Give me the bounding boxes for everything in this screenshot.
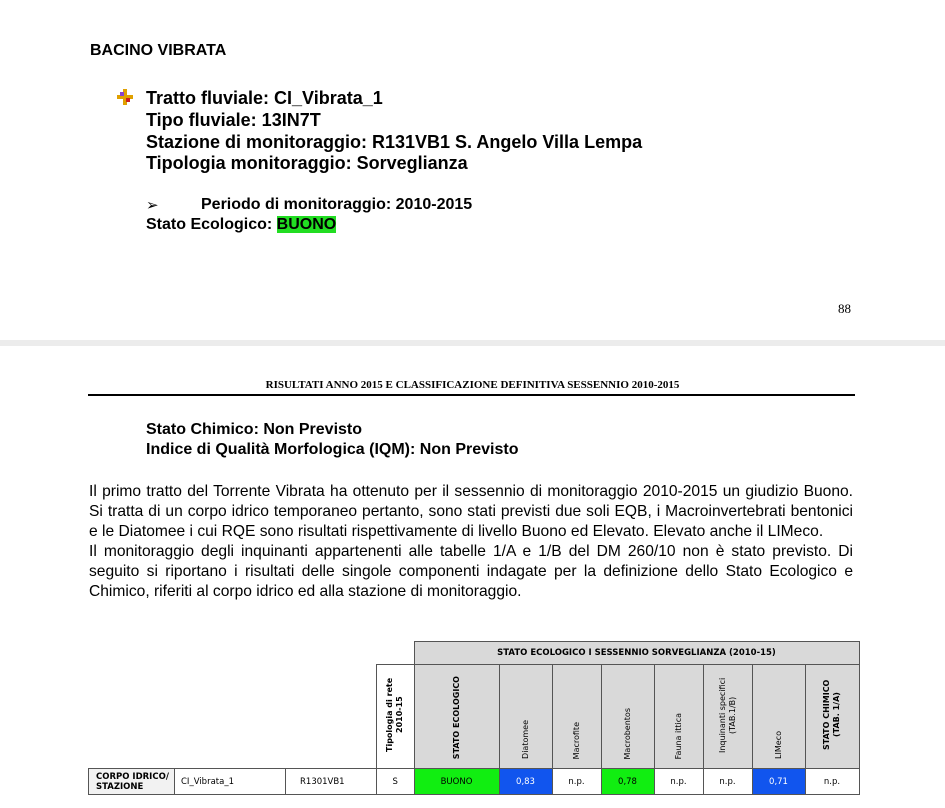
- stazione-monitoraggio: Stazione di monitoraggio: R131VB1 S. Angelo Villa Lempa: [146, 132, 643, 152]
- page-88: [0, 0, 945, 340]
- col-stato-ecologico: STATO ECOLOGICO: [414, 665, 499, 769]
- cell-macrofite: n.p.: [552, 769, 601, 795]
- periodo-monitoraggio: Periodo di monitoraggio: 2010-2015: [201, 196, 473, 213]
- table-row: [89, 769, 860, 795]
- cell-tipologia: S: [377, 769, 415, 795]
- cell-corpo-idrico: CI_Vibrata_1: [175, 769, 286, 795]
- col-stato-chimico: STATO CHIMICO (TAB. 1/A): [805, 665, 859, 769]
- cell-limeco: 0,71: [752, 769, 805, 795]
- stato-ecologico-value: BUONO: [276, 216, 337, 233]
- results-table: [88, 641, 860, 795]
- group-header: STATO ECOLOGICO I SESSENNIO SORVEGLIANZA (2010-15): [414, 642, 859, 665]
- tipo-fluviale: Tipo fluviale: 13IN7T: [146, 110, 321, 130]
- header-rule: [88, 394, 855, 396]
- cell-stato-ecologico: BUONO: [414, 769, 499, 795]
- tratto-fluviale: Tratto fluviale: CI_Vibrata_1: [146, 88, 383, 108]
- cell-fauna-ittica: n.p.: [654, 769, 703, 795]
- paragraph-1: Il primo tratto del Torrente Vibrata ha ottenuto per il sessennio di monitoraggio 2010-2015 un giudizio Buono. Si tratta di un corpo idrico temporaneo pertanto, sono stati previsti due soli EQB, i Macroinvertebrati bentonici e le Diatomee i cui RQE sono risultati rispettivamente di livello Buono ed Elevato. Elevato anche il LIMeco.: [89, 483, 853, 540]
- running-head: RISULTATI ANNO 2015 E CLASSIFICAZIONE DEFINITIVA SESSENNIO 2010-2015: [265, 379, 680, 391]
- page-89: [0, 346, 945, 808]
- col-macrofite: Macrofite: [552, 665, 601, 769]
- col-inquinanti: Inquinanti specifici (TAB.1/B): [703, 665, 752, 769]
- cell-diatomee: 0,83: [499, 769, 552, 795]
- iqm: Indice di Qualità Morfologica (IQM): Non Previsto: [146, 441, 519, 458]
- paragraph-2: Il monitoraggio degli inquinanti appartenenti alle tabelle 1/A e 1/B del DM 260/10 non è stato previsto. Di seguito si riportano i risultati delle singole componenti indagate per la definizione dello Stato Ecologico e Chimico, riferiti al corpo idrico ed alla stazione di monitoraggio.: [89, 543, 853, 600]
- col-fauna-ittica: Fauna ittica: [654, 665, 703, 769]
- stato-ecologico: [146, 216, 336, 234]
- bullet-icon: [116, 88, 134, 106]
- page-number: 88: [838, 301, 851, 316]
- basin-title: BACINO VIBRATA: [90, 42, 227, 59]
- body-text: [89, 482, 853, 602]
- cell-inquinanti: n.p.: [703, 769, 752, 795]
- col-limeco: LIMeco: [752, 665, 805, 769]
- cell-stato-chimico: n.p.: [805, 769, 859, 795]
- cell-stazione: R1301VB1: [286, 769, 377, 795]
- col-tipologia: Tipologia di rete 2010-15: [377, 665, 415, 769]
- arrow-bullet-icon: ➢: [146, 197, 159, 214]
- cell-macrobentos: 0,78: [601, 769, 654, 795]
- stato-chimico: Stato Chimico: Non Previsto: [146, 421, 363, 438]
- tipologia-monitoraggio: Tipologia monitoraggio: Sorveglianza: [146, 153, 468, 173]
- col-diatomee: Diatomee: [499, 665, 552, 769]
- col-macrobentos: Macrobentos: [601, 665, 654, 769]
- row-label: CORPO IDRICO/ STAZIONE: [89, 769, 175, 795]
- stato-ecologico-label: Stato Ecologico:: [146, 216, 277, 233]
